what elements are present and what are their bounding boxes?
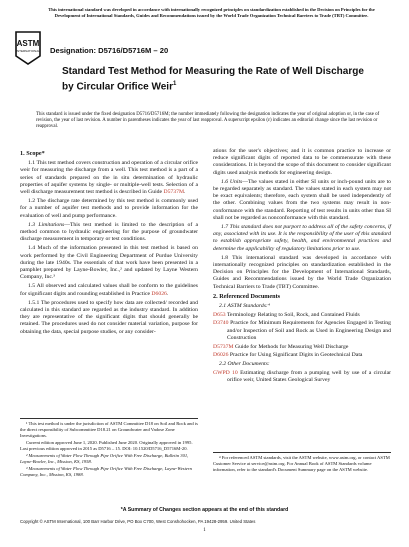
reference-entry [213,352,391,359]
para-1-1: 1.1 This test method covers construction and operation of a circular orifice weir for measuring the discharge from a well. This test method is a part of a series of standards prepared on the in situ determination of hydraulic properties of aquifer systems by single- or multiple-well tests. Selection of a well discharge measurement test method is described in Guide D5737M. [20,160,198,196]
para-1-2: 1.2 The discharge rate determined by this test method is commonly used for a number of aquifer test methods and to provide information for the evaluation of well and pump performance. [20,198,198,219]
para-1-5-1: 1.5.1 The procedures used to specify how data are collected/ recorded and calculated in this standard are regarded as the industry standard. In addition they are representative of the significant digits that should generally be retained. The procedures used do not consider material variation, purpose for obtaining the data, special purpose studies, or any consider- [20,299,198,335]
title-text: Standard Test Method for Measuring the Rate of Well Discharge by Circular Orifice Weir [62,66,364,93]
section-scope-heading: 1. Scope* [20,150,45,157]
other-documents-subheading: 2.2 Other Documents: [219,361,270,368]
para-1-3-label: 1.3 Limitations [28,221,65,228]
svg-text:ASTM: ASTM [16,39,40,48]
para-1-3-text: —This test method is limited to the description of a method common to hydraulic engineering for the purpose of groundwater discharge measurement in temporary or test conditions. [20,221,198,243]
section-referenced-documents-heading: 2. Referenced Documents [213,292,281,300]
footnote-4 [213,452,391,472]
footnote-1-edition: Current edition approved June 1, 2020. Published June 2020. Originally approved in 1995. Last previous edition approved in 2015 as D5716 – 15. DOI: 10.1520/D5716_D5716M-20. [20,439,193,451]
para-1-6-text: —The values stated in either SI units or inch-pound units are to be regarded separately as standard. The values stated in each system may not be exact equivalents; therefore, each system shall be used independently of the other. Combining values from the two systems may result in non-conformance with the standard. Reporting of test results in units other than SI shall not be regarded as nonconformance with this standard. [213,178,392,221]
left-column [20,148,198,338]
ref-title: Guide for Methods for Measuring Well Discharge [234,343,349,350]
page-number: 1 [203,528,206,533]
reference-entry-other [213,370,391,384]
para-1-4: 1.4 Much of the information presented in this test method is based on work performed by the Civil Engineering Department of Purdue University during the late 1940s. The essentials of that work have been presented in a pamphlet prepared by Layne-Bowler, Inc.,² and updated by Layne Western Company, Inc.³ [20,245,198,281]
para-1-6-label: 1.6 Units [221,178,243,185]
para-1-5: 1.5 All observed and calculated values shall be conform to the guidelines for significant digits and rounding established in Practice D6026. [20,283,198,297]
ref-code-link[interactable]: D6026 [213,352,229,359]
footnotes [20,418,198,479]
reference-entry [213,312,391,319]
astm-logo-icon [14,30,42,66]
footnote-3: ³ Measurements of Water Flow Through Pipe Orifice With Free Discharge, Layne-Western Company, Inc., Mission, KS, 1988. [20,466,192,477]
ref-title: Practice for Using Significant Digits in Geotechnical Data [229,352,363,359]
footnote-1: ¹ This test method is under the jurisdiction of ASTM Committee D18 on Soil and Rock and is the direct responsibility of Subcommittee D18.21 on Groundwater and Vadose Zone Investigations. [20,421,198,438]
ref-code-link[interactable]: D5737M [213,343,234,350]
para-1-5-text: 1.5 All observed and calculated values shall be conform to the guidelines for significant digits and rounding established in Practice [20,283,198,297]
para-1-8: 1.8 This international standard was developed in accordance with internationally recognized principles on standardization established in the Decision on Principles for the Development of International Standards, Guides and Recommendations issued by the World Trade Organization Technical Barriers to Trade (TBT) Committee. [213,254,391,290]
document-title [62,66,369,93]
ref-code-link[interactable]: D653 [213,311,226,318]
tbt-notice: This international standard was developed in accordance with internationally recognized principles on standardization established in the Decision on Principles for the Development of International Standards, Guides and Recommendations issued by the World Trade Organization Technical Barriers to Trade (TBT) Committee. [48,7,375,18]
copyright-line: Copyright © ASTM International, 100 Barr Harbor Drive, PO Box C700, West Conshohocken, PA 19428-2959. United States [20,519,256,524]
footnote-4-text: ⁴ For referenced ASTM standards, visit the ASTM website, www.astm.org, or contact ASTM Customer Service at service@astm.org. For Annual Book of ASTM Standards volume information, refer to the standard's Document Summary page on the ASTM website. [213,455,390,472]
para-1-3 [20,222,198,244]
reference-entry [213,344,391,351]
para-1-1-text: 1.1 This test method covers construction and operation of a circular orifice weir for measuring the discharge from a well. This test method is a part of a series of standards prepared on the in situ determination of hydraulic properties of aquifer systems by single- or multiple-well tests. Selection of a well discharge measurement test method is described in Guide [20,160,198,196]
ref-title: Practice for Minimum Requirements for Agencies Engaged in Testing and/or Inspection of Soil and Rock as Used in Engineering Design and Construction [227,320,391,341]
summary-of-changes-note: *A Summary of Changes section appears at the end of this standard [120,507,289,513]
designation: Designation: D5716/D5716M – 20 [50,46,169,55]
svg-text:INTERNATIONAL: INTERNATIONAL [16,49,40,53]
ref-code-link[interactable]: D3740 [213,320,229,327]
footnote-2: ² Measurements of Water Flow Through Pipe Orifice With Free Discharge, Bulletin 301, Layne-Bowler, Inc., Mission, KS, 1958. [20,452,189,464]
ref-link-d5737m[interactable]: D5737M [163,189,185,196]
right-column [213,148,391,386]
title-footnote-marker: 1 [172,81,177,87]
ref-link-d6026[interactable]: D6026 [151,290,167,297]
para-1-5-1-continued: ations for the user's objectives; and it is common practice to increase or reduce significant digits of reported data to be commensurate with these considerations. It is beyond the scope of this document to consider significant digits used analysis methods for engineering design. [213,148,391,176]
para-1-7: 1.7 This standard does not purport to address all of the safety concerns, if any, associated with its use. It is the responsibility of the user of this standard to establish appropriate safety, health, and environmental practices and determine the applicability of regulatory limitations prior to use. [213,224,391,252]
ref-title: Estimating discharge from a pumping well by use of a circular orifice weir, United States Geological Survey [227,370,391,384]
reference-entry [213,320,391,342]
astm-standards-subheading: 2.1 ASTM Standards:⁴ [219,303,270,310]
ref-code-link-gwpd10[interactable]: GWPD 10 [213,370,238,377]
ref-title: Terminology Relating to Soil, Rock, and Contained Fluids [226,311,360,318]
para-1-6 [213,179,391,222]
issuance-statement: This standard is issued under the fixed designation D5716/D5716M; the number immediately following the designation indicates the year of original adoption or, in the case of revision, the year of last revision. A number in parentheses indicates the year of last reapproval. A superscript epsilon (ε) indicates an editorial change since the last revision or reapproval. [36,112,380,129]
